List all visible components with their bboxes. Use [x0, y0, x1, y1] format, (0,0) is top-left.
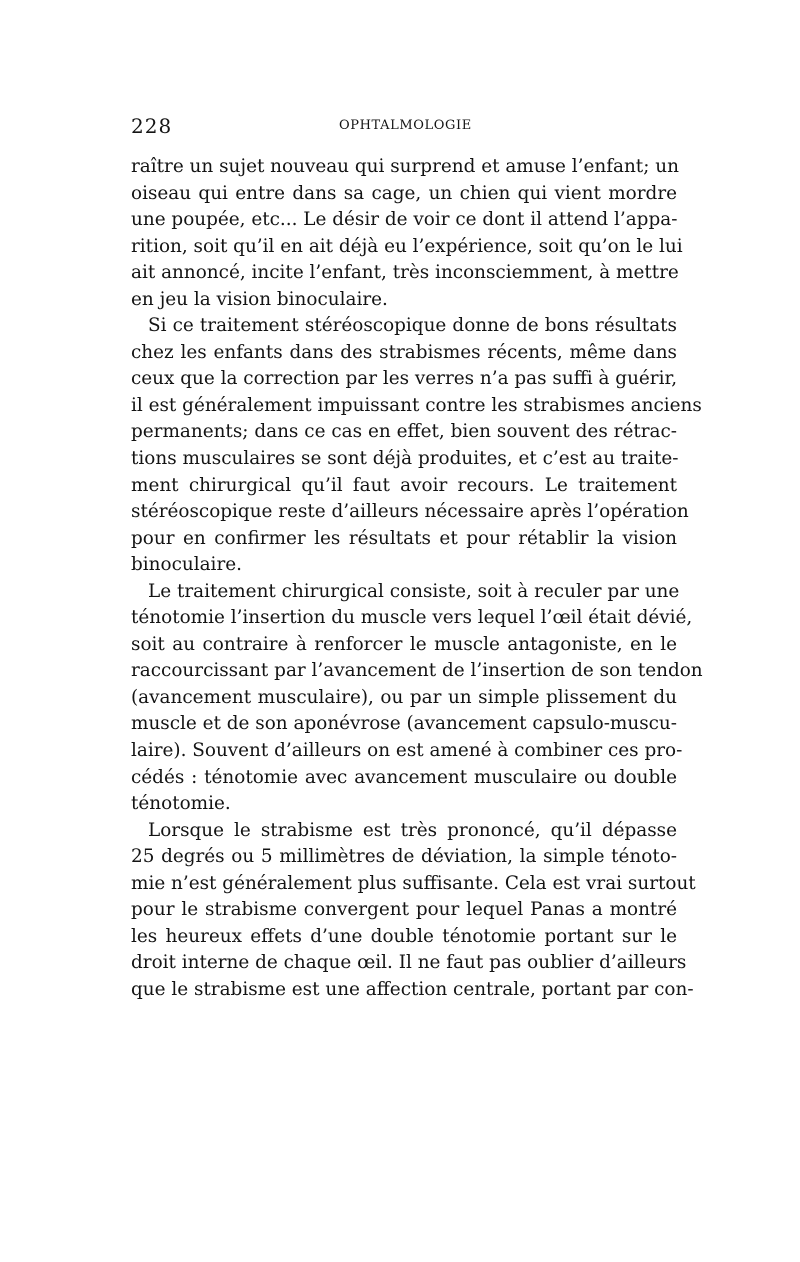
text-line: chez les enfants dans des strabismes récents, même dans	[131, 341, 677, 363]
text-line: (avancement musculaire), ou par un simple plissement du	[131, 686, 677, 708]
paragraph	[131, 818, 696, 1004]
text-line: pour en confirmer les résultats et pour rétablir la vision	[131, 527, 677, 549]
text-line: soit au contraire à renforcer le muscle antagoniste, en le	[131, 633, 677, 655]
text-line: ténotomie.	[131, 793, 231, 815]
text-line: stéréoscopique reste d’ailleurs nécessaire après l’opération	[131, 501, 689, 523]
text-line: il est généralement impuissant contre les strabismes anciens	[131, 394, 702, 416]
text-line: 25 degrés ou 5 millimètres de déviation, la simple ténoto-	[131, 846, 677, 868]
body-text	[131, 154, 703, 1004]
text-line: ment chirurgical qu’il faut avoir recours. Le traitement	[131, 474, 677, 496]
text-line: rition, soit qu’il en ait déjà eu l’expérience, soit qu’on le lui	[131, 235, 683, 257]
running-header	[131, 114, 677, 140]
text-line: mie n’est généralement plus suffisante. Cela est vrai surtout	[131, 872, 696, 894]
text-line: ceux que la correction par les verres n’a pas suffi à guérir,	[131, 368, 678, 390]
text-line: binoculaire.	[131, 554, 242, 576]
text-line: muscle et de son aponévrose (avancement capsulo-muscu-	[131, 713, 677, 735]
paragraph	[131, 313, 702, 578]
text-line: ait annoncé, incite l’enfant, très inconsciemment, à mettre	[131, 262, 679, 284]
text-line: que le strabisme est une affection centrale, portant par con-	[131, 978, 694, 1000]
text-line: oiseau qui entre dans sa cage, un chien qui vient mordre	[131, 182, 677, 204]
text-line: permanents; dans ce cas en effet, bien souvent des rétrac-	[131, 421, 677, 443]
text-line: cédés : ténotomie avec avancement musculaire ou double	[131, 766, 677, 788]
text-line: Lorsque le strabisme est très prononcé, qu’il dépasse	[148, 819, 677, 841]
text-line: les heureux effets d’une double ténotomie portant sur le	[131, 925, 677, 947]
running-title: OPHTALMOLOGIE	[339, 118, 472, 133]
text-line: raître un sujet nouveau qui surprend et amuse l’enfant; un	[131, 156, 679, 177]
paragraph	[131, 154, 683, 313]
text-line: raccourcissant par l’avancement de l’insertion de son tendon	[131, 660, 703, 682]
text-line: une poupée, etc... Le désir de voir ce dont il attend l’appa-	[131, 209, 678, 231]
text-line: ténotomie l’insertion du muscle vers lequel l’œil était dévié,	[131, 607, 693, 629]
text-line: droit interne de chaque œil. Il ne faut pas oublier d’ailleurs	[131, 952, 687, 974]
paragraph	[131, 579, 703, 818]
text-line: Le traitement chirurgical consiste, soit à reculer par une	[148, 580, 680, 602]
text-line: tions musculaires se sont déjà produites, et c’est au traite-	[131, 448, 679, 470]
text-line: pour le strabisme convergent pour lequel Panas a montré	[131, 899, 677, 921]
text-line: en jeu la vision binoculaire.	[131, 288, 388, 310]
page-number: 228	[131, 114, 173, 138]
text-line: laire). Souvent d’ailleurs on est amené à combiner ces pro-	[131, 740, 683, 762]
text-line: Si ce traitement stéréoscopique donne de bons résultats	[148, 315, 677, 337]
